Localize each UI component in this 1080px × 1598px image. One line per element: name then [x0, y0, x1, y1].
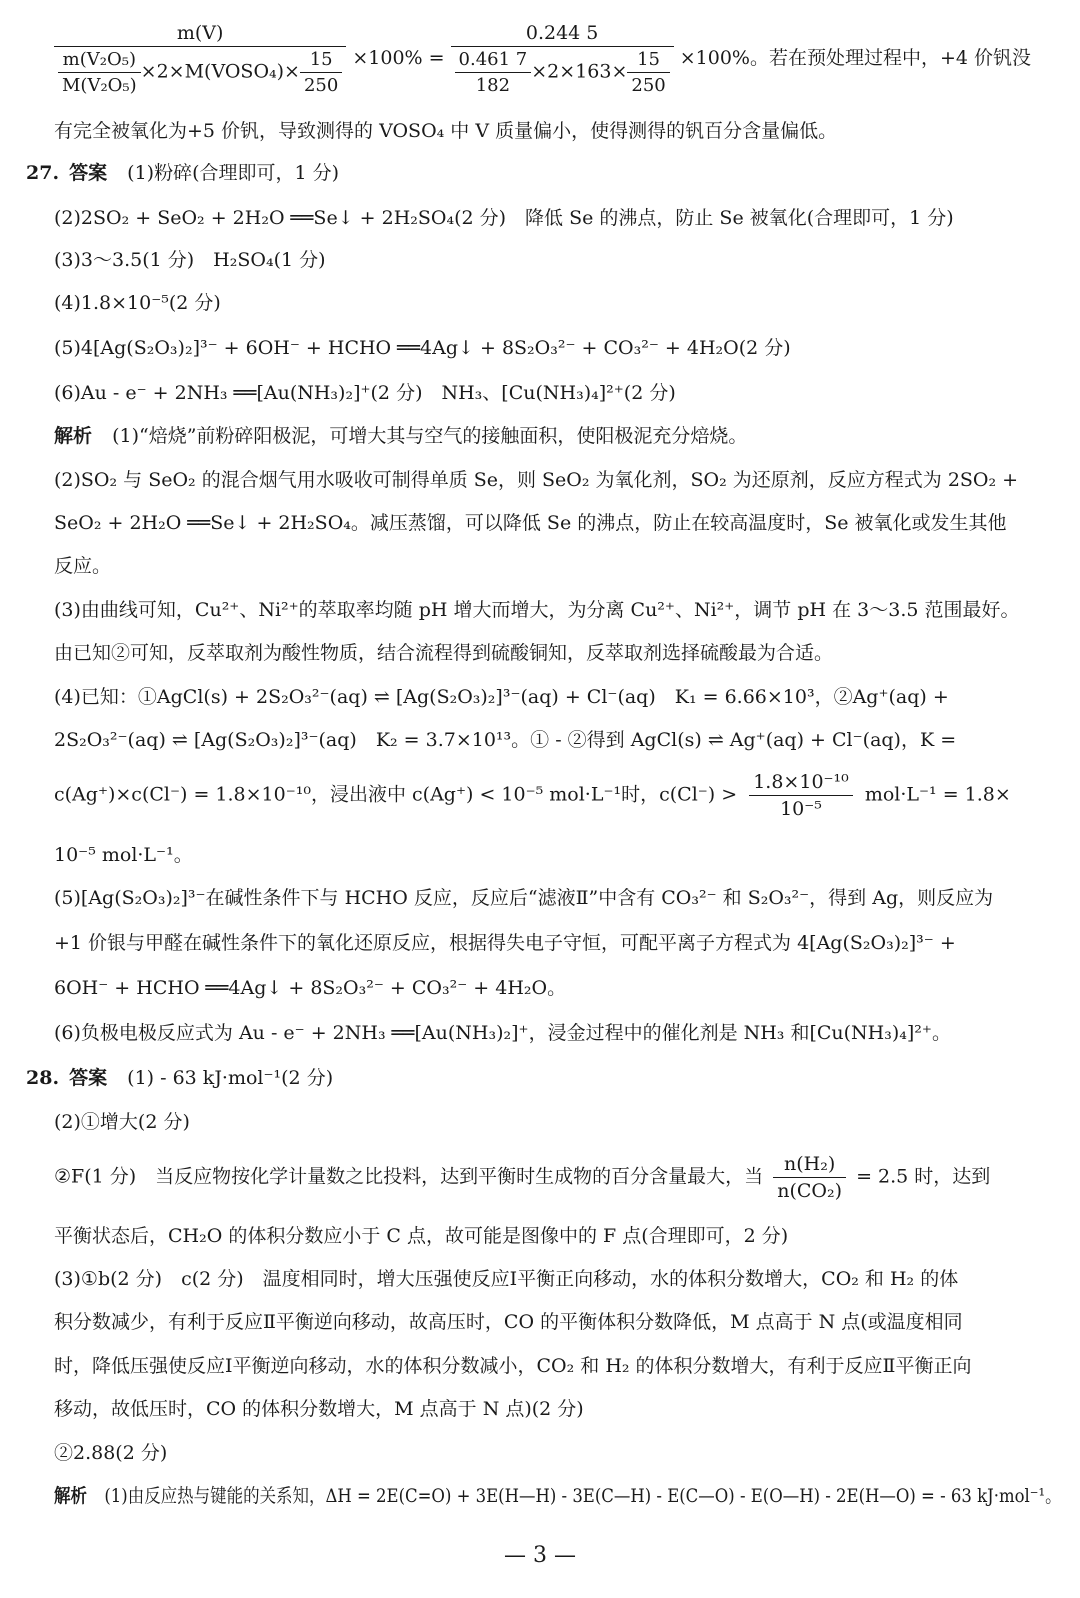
q28-answer-3-line4: 移动，故低压时，CO 的体积分数增大，M 点高于 N 点)(2 分): [54, 1398, 584, 1420]
fraction-1-numerator: m(V): [54, 22, 346, 47]
q27-analysis-2-line1: (2)SO₂ 与 SeO₂ 的混合烟气用水吸收可制得单质 Se，则 SeO₂ 为氧化剂，SO₂ 为还原剂，反应方程式为 2SO₂ +: [54, 469, 1019, 491]
q28-answer-2b-line1: ②F(1 分) 当反应物按化学计量数之比投料，达到平衡时生成物的百分含量最大，当 $\frac{\text{n(H₂)}}{\text{n(CO₂)}}$ = 2.5 时，达到: [54, 1153, 991, 1202]
q27-number: 27.: [26, 162, 60, 184]
fraction-2-numerator: 0.244 5: [451, 22, 674, 47]
q27-analysis-2-line2: SeO₂ + 2H₂O ══Se↓ + 2H₂SO₄。减压蒸馏，可以降低 Se 的沸点，防止在较高温度时，Se 被氧化或发生其他: [54, 512, 1007, 534]
q27-analysis-4-line4: 10⁻⁵ mol·L⁻¹。: [54, 844, 193, 866]
q28-analysis-1: 解析 (1)由反应热与键能的关系知，ΔH = 2E(C=O) + 3E(H—H) - 3E(C—H) - E(C—O) - E(O—H) - 2E(H—O) = - 63 kJ·mol⁻¹。: [54, 1485, 1062, 1507]
q27-analysis-label: 解析: [54, 425, 93, 447]
q28-answer-3-line3: 时，降低压强使反应Ⅰ平衡逆向移动，水的体积分数减小，CO₂ 和 H₂ 的体积分数增大，有利于反应Ⅱ平衡正向: [54, 1355, 972, 1377]
formula-continuation: 有完全被氧化为+5 价钒，导致测得的 VOSO₄ 中 V 质量偏小，使得测得的钒百分含量偏低。: [54, 120, 838, 142]
q27-answer-2: (2)2SO₂ + SeO₂ + 2H₂O ══Se↓ + 2H₂SO₄(2 分) 降低 Se 的沸点，防止 Se 被氧化(合理即可，1 分): [54, 207, 954, 229]
q28-answer-3-line2: 积分数减少，有利于反应Ⅱ平衡逆向移动，故高压时，CO 的平衡体积分数降低，M 点高于 N 点(或温度相同: [54, 1311, 963, 1333]
q27-answer-4: (4)1.8×10⁻⁵(2 分): [54, 292, 221, 314]
q27-answer-label: 答案: [69, 162, 108, 184]
q28-answer-3-line1: (3)①b(2 分) c(2 分) 温度相同时，增大压强使反应Ⅰ平衡正向移动，水的体积分数增大，CO₂ 和 H₂ 的体: [54, 1268, 959, 1290]
q27-answer-5: (5)4[Ag(S₂O₃)₂]³⁻ + 6OH⁻ + HCHO ══4Ag↓ + 8S₂O₃²⁻ + CO₃²⁻ + 4H₂O(2 分): [54, 337, 791, 359]
q28-answer-2: (2)①增大(2 分): [54, 1111, 190, 1133]
q28-answer-3b: ②2.88(2 分): [54, 1442, 168, 1464]
page-number: — 3 —: [504, 1543, 576, 1568]
q27-analysis-3-line2: 由已知②可知，反萃取剂为酸性物质，结合流程得到硫酸铜知，反萃取剂选择硫酸最为合适。: [54, 642, 834, 664]
q27-analysis-4-line3: c(Ag⁺)×c(Cl⁻) = 1.8×10⁻¹⁰，浸出液中 c(Ag⁺) < 10⁻⁵ mol·L⁻¹时，c(Cl⁻) > $\frac{\text{1.8×10⁻¹⁰}}{\text{10⁻⁵}}$ mol·L⁻¹ = 1.8×: [54, 771, 1011, 820]
q27-analysis-5-line2: +1 价银与甲醛在碱性条件下的氧化还原反应，根据得失电子守恒，可配平离子方程式为 4[Ag(S₂O₃)₂]³⁻ +: [54, 932, 956, 954]
q27-analysis-4-line2: 2S₂O₃²⁻(aq) ⇌ [Ag(S₂O₃)₂]³⁻(aq) K₂ = 3.7×10¹³。① - ②得到 AgCl(s) ⇌ Ag⁺(aq) + Cl⁻(aq)，K =: [54, 729, 957, 751]
q28-answer-label: 答案: [69, 1067, 108, 1089]
q27-analysis-5-line1: (5)[Ag(S₂O₃)₂]³⁻在碱性条件下与 HCHO 反应，反应后“滤液Ⅱ”中含有 CO₃²⁻ 和 S₂O₃²⁻，得到 Ag，则反应为: [54, 887, 994, 909]
chloride-fraction: $\frac{\text{1.8×10⁻¹⁰}}{\text{10⁻⁵}}$: [749, 771, 853, 820]
q27-answer-1: 27. 答案 (1)粉碎(合理即可，1 分): [26, 162, 340, 184]
q27-answer-6: (6)Au - e⁻ + 2NH₃ ══[Au(NH₃)₂]⁺(2 分) NH₃、[Cu(NH₃)₄]²⁺(2 分): [54, 382, 676, 404]
q27-analysis-3-line1: (3)由曲线可知，Cu²⁺、Ni²⁺的萃取率均随 pH 增大而增大，为分离 Cu²⁺、Ni²⁺，调节 pH 在 3～3.5 范围最好。: [54, 599, 1020, 621]
ratio-fraction: $\frac{\text{n(H₂)}}{\text{n(CO₂)}}$: [773, 1153, 846, 1202]
q27-analysis-6: (6)负极电极反应式为 Au - e⁻ + 2NH₃ ══[Au(NH₃)₂]⁺，浸金过程中的催化剂是 NH₃ 和[Cu(NH₃)₄]²⁺。: [54, 1022, 951, 1044]
q27-analysis-2-line3: 反应。: [54, 555, 112, 577]
formula-fraction-2: 0.244 5 $\frac{0.461 7}{182}$ ×2×163× $\frac{15}{250}$: [451, 22, 674, 96]
q28-answer-1: 28. 答案 (1) - 63 kJ·mol⁻¹(2 分): [26, 1067, 334, 1089]
q28-number: 28.: [26, 1067, 60, 1089]
q27-answer-3: (3)3～3.5(1 分) H₂SO₄(1 分): [54, 249, 326, 271]
q28-analysis-label: 解析: [54, 1485, 87, 1507]
top-formula: m(V) $\frac{\text{m(V₂O₅)}}{\text{M(V₂O₅)}}$ ×2×M(VOSO₄)× $\frac{15}{250}$ ×100% = 0.244 5 $\frac{0.461 7}{182}$ ×2×163× $\frac{15}{250}$ ×100%。若在预处理过程中，+4 价钒没: [54, 22, 1031, 96]
q27-analysis-5-line3: 6OH⁻ + HCHO ══4Ag↓ + 8S₂O₃²⁻ + CO₃²⁻ + 4H₂O。: [54, 977, 567, 999]
q27-analysis-4-line1: (4)已知：①AgCl(s) + 2S₂O₃²⁻(aq) ⇌ [Ag(S₂O₃)₂]³⁻(aq) + Cl⁻(aq) K₁ = 6.66×10³，②Ag⁺(aq) +: [54, 686, 949, 708]
formula-fraction-1: m(V) $\frac{\text{m(V₂O₅)}}{\text{M(V₂O₅)}}$ ×2×M(VOSO₄)× $\frac{15}{250}$: [54, 22, 346, 96]
q28-answer-2b-line2: 平衡状态后，CH₂O 的体积分数应小于 C 点，故可能是图像中的 F 点(合理即可，2 分): [54, 1225, 789, 1247]
q27-analysis-1: 解析 (1)“焙烧”前粉碎阳极泥，可增大其与空气的接触面积，使阳极泥充分焙烧。: [54, 425, 748, 447]
